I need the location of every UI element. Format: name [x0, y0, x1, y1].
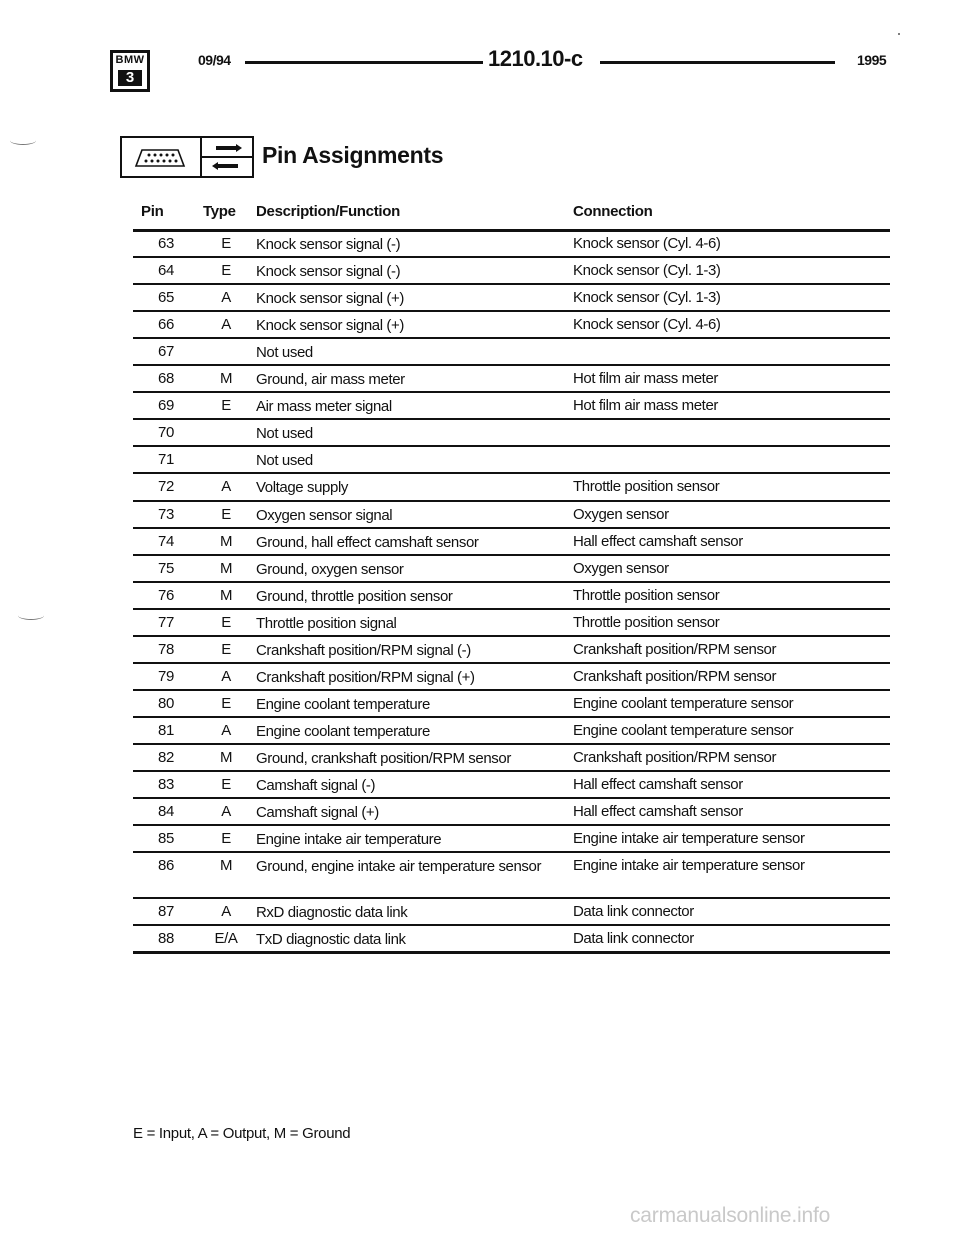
- description-cell: Crankshaft position/RPM signal (-): [256, 641, 471, 659]
- description-cell: Engine coolant temperature: [256, 695, 430, 713]
- pin-cell: 66: [158, 316, 174, 334]
- table-row: [133, 610, 890, 635]
- pin-cell: 83: [158, 776, 174, 793]
- type-cell: A: [221, 289, 231, 307]
- description-cell: Throttle position signal: [256, 614, 397, 632]
- table-row: [133, 853, 890, 897]
- description-cell: Oxygen sensor signal: [256, 506, 393, 524]
- type-cell: A: [221, 803, 231, 821]
- description-cell: Crankshaft position/RPM signal (+): [256, 668, 475, 686]
- header-rule-left: [245, 61, 483, 64]
- logo-series: 3: [118, 70, 142, 86]
- row-divider: [133, 951, 890, 954]
- table-row: [133, 926, 890, 951]
- connection-cell: Hall effect camshaft sensor: [573, 776, 743, 793]
- header-rule-right: [600, 61, 835, 64]
- connection-cell: Hot film air mass meter: [573, 370, 718, 388]
- type-cell: M: [219, 532, 233, 550]
- type-cell: A: [221, 721, 231, 739]
- table-row: [133, 339, 890, 364]
- connection-cell: Throttle position sensor: [573, 586, 720, 604]
- pin-cell: 85: [158, 830, 174, 848]
- type-cell: E/A: [214, 930, 238, 948]
- type-cell: A: [221, 903, 231, 921]
- table-row: [133, 799, 890, 824]
- connection-cell: Data link connector: [573, 903, 694, 921]
- description-cell: Engine coolant temperature: [256, 722, 430, 740]
- type-legend: E = Input, A = Output, M = Ground: [133, 1125, 351, 1142]
- connection-cell: Hot film air mass meter: [573, 397, 718, 415]
- description-cell: Camshaft signal (-): [256, 777, 376, 794]
- pin-cell: 70: [158, 424, 174, 442]
- type-cell: A: [221, 478, 231, 496]
- margin-mark: [10, 136, 36, 145]
- connection-cell: Engine intake air temperature sensor: [573, 857, 805, 875]
- pin-cell: 84: [158, 803, 174, 821]
- type-cell: M: [219, 370, 233, 388]
- table-row: [133, 231, 890, 256]
- type-cell: E: [221, 640, 231, 658]
- type-cell: A: [221, 667, 231, 685]
- margin-mark: [18, 611, 44, 620]
- type-cell: E: [221, 262, 231, 280]
- column-header-description: Description/Function: [256, 203, 401, 220]
- description-cell: Ground, crankshaft position/RPM sensor: [256, 749, 511, 767]
- pin-cell: 75: [158, 559, 174, 577]
- table-row: [133, 664, 890, 689]
- page-header: [110, 46, 887, 94]
- description-cell: Ground, engine intake air temperature sensor: [256, 858, 542, 876]
- description-cell: Ground, air mass meter: [256, 371, 405, 389]
- connection-cell: Oxygen sensor: [573, 505, 669, 523]
- connection-cell: Oxygen sensor: [573, 559, 669, 577]
- type-cell: E: [221, 397, 231, 415]
- table-row: [133, 312, 890, 337]
- pin-cell: 86: [158, 857, 174, 875]
- logo-brand: BMW: [115, 54, 145, 66]
- type-cell: M: [219, 559, 233, 577]
- description-cell: Ground, hall effect camshaft sensor: [256, 533, 479, 551]
- connection-cell: Engine coolant temperature sensor: [573, 721, 794, 739]
- pin-cell: 74: [158, 532, 174, 550]
- description-cell: Voltage supply: [256, 479, 348, 497]
- pin-cell: 78: [158, 640, 174, 658]
- pin-cell: 72: [158, 478, 174, 496]
- table-row: [133, 745, 890, 770]
- connection-cell: Data link connector: [573, 930, 694, 948]
- pin-cell: 77: [158, 613, 174, 631]
- table-row: [133, 529, 890, 554]
- connector-pins-icon: [120, 136, 202, 178]
- description-cell: Air mass meter signal: [256, 398, 392, 416]
- description-cell: TxD diagnostic data link: [256, 931, 406, 949]
- table-row: [133, 420, 890, 445]
- description-cell: Not used: [256, 344, 313, 362]
- pin-cell: 63: [158, 235, 174, 252]
- pin-cell: 81: [158, 721, 174, 739]
- table-row: [133, 366, 890, 391]
- type-cell: M: [219, 586, 233, 604]
- table-row: [133, 556, 890, 581]
- description-cell: RxD diagnostic data link: [256, 904, 408, 922]
- table-row: [133, 691, 890, 716]
- table-row: [133, 447, 890, 472]
- connection-cell: Crankshaft position/RPM sensor: [573, 748, 777, 766]
- pin-cell: 68: [158, 370, 174, 388]
- table-row: [133, 772, 890, 797]
- pin-cell: 64: [158, 262, 174, 280]
- pin-cell: 79: [158, 667, 174, 685]
- bmw-3-series-logo: [110, 50, 150, 92]
- description-cell: Ground, oxygen sensor: [256, 560, 404, 578]
- watermark: carmanualsonline.info: [630, 1204, 831, 1227]
- scan-speck: [898, 33, 900, 35]
- table-row: [133, 258, 890, 283]
- connection-cell: Engine coolant temperature sensor: [573, 694, 794, 712]
- pin-cell: 65: [158, 289, 174, 307]
- column-header-connection: Connection: [573, 203, 653, 220]
- connection-cell: Hall effect camshaft sensor: [573, 532, 743, 550]
- pin-cell: 76: [158, 586, 174, 604]
- description-cell: Knock sensor signal (-): [256, 236, 401, 253]
- description-cell: Engine intake air temperature: [256, 831, 442, 849]
- pin-cell: 88: [158, 930, 174, 948]
- description-cell: Not used: [256, 452, 313, 470]
- document-number: 1210.10-c: [488, 46, 583, 71]
- table-row: [133, 637, 890, 662]
- connection-cell: Throttle position sensor: [573, 478, 720, 496]
- connection-cell: Knock sensor (Cyl. 4-6): [573, 316, 721, 334]
- table-row: [133, 583, 890, 608]
- type-cell: E: [221, 613, 231, 631]
- connection-cell: Knock sensor (Cyl. 1-3): [573, 289, 721, 307]
- type-cell: E: [221, 505, 231, 523]
- connection-cell: Knock sensor (Cyl. 1-3): [573, 262, 721, 280]
- section-title: Pin Assignments: [262, 142, 444, 168]
- pin-cell: 67: [158, 343, 174, 361]
- type-cell: E: [221, 830, 231, 848]
- table-row: [133, 285, 890, 310]
- pin-cell: 73: [158, 505, 174, 523]
- column-header-pin: Pin: [141, 203, 164, 220]
- pin-cell: 71: [158, 451, 174, 469]
- description-cell: Knock sensor signal (+): [256, 317, 404, 335]
- type-cell: E: [221, 776, 231, 793]
- header-year: 1995: [857, 52, 887, 68]
- connection-cell: Crankshaft position/RPM sensor: [573, 667, 777, 685]
- connection-cell: Knock sensor (Cyl. 4-6): [573, 235, 721, 252]
- pin-cell: 82: [158, 748, 174, 766]
- table-row: [133, 474, 890, 499]
- connection-cell: Hall effect camshaft sensor: [573, 803, 743, 821]
- description-cell: Knock sensor signal (-): [256, 263, 401, 281]
- pin-cell: 69: [158, 397, 174, 415]
- section-icons: [120, 136, 254, 178]
- table-row: [133, 393, 890, 418]
- header-date: 09/94: [198, 52, 231, 68]
- connection-cell: Crankshaft position/RPM sensor: [573, 640, 777, 658]
- pin-cell: 80: [158, 694, 174, 712]
- column-header-type: Type: [203, 203, 236, 220]
- type-cell: E: [221, 235, 231, 252]
- description-cell: Camshaft signal (+): [256, 804, 379, 822]
- type-cell: M: [219, 857, 233, 875]
- pin-cell: 87: [158, 903, 174, 921]
- signal-arrows-icon: [200, 136, 254, 178]
- table-row: [133, 826, 890, 851]
- type-cell: A: [221, 316, 231, 334]
- table-row: [133, 502, 890, 527]
- type-cell: M: [219, 748, 233, 766]
- connection-cell: Engine intake air temperature sensor: [573, 830, 805, 848]
- table-row: [133, 899, 890, 924]
- description-cell: Not used: [256, 425, 313, 443]
- type-cell: E: [221, 694, 231, 712]
- connection-cell: Throttle position sensor: [573, 613, 720, 631]
- description-cell: Knock sensor signal (+): [256, 290, 404, 308]
- description-cell: Ground, throttle position sensor: [256, 587, 453, 605]
- table-row: [133, 718, 890, 743]
